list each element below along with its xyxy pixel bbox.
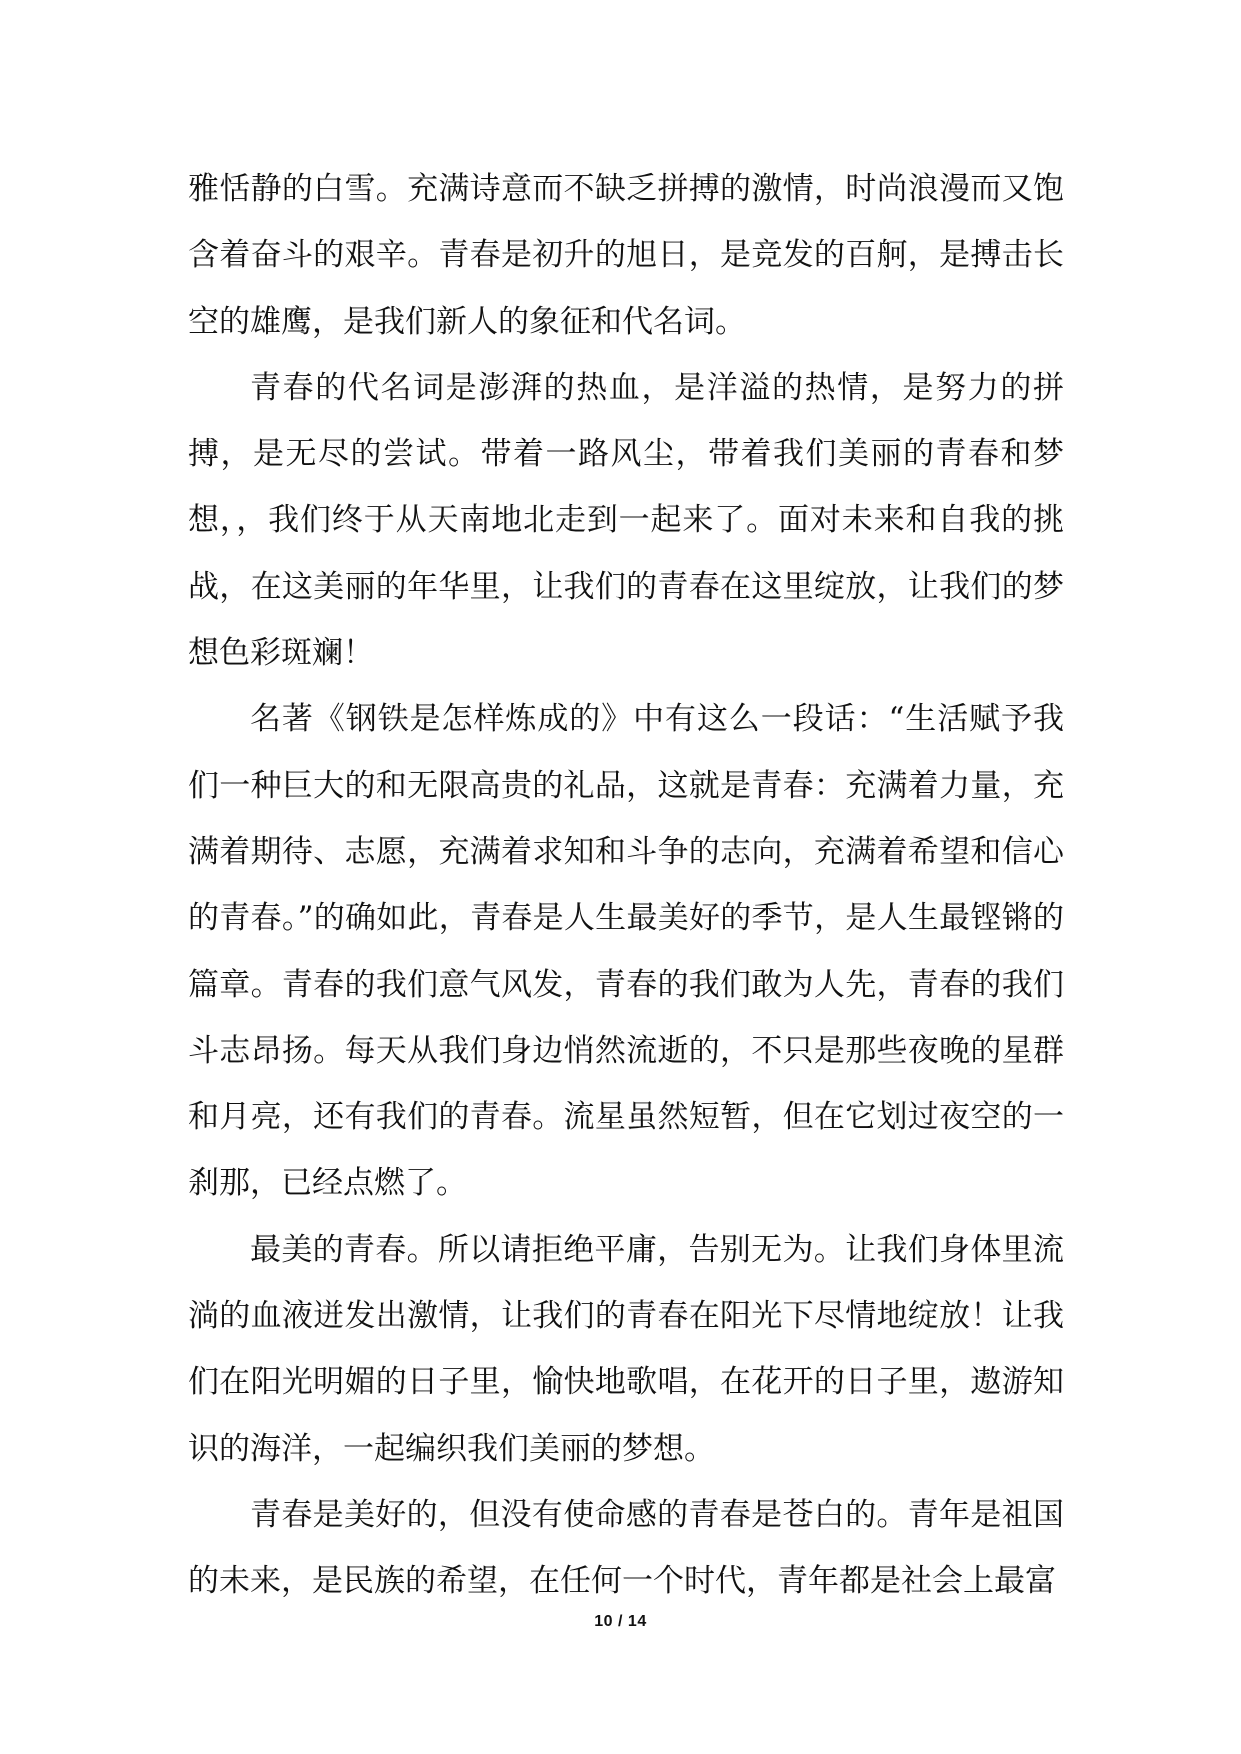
page-number: 10 / 14 — [594, 1613, 647, 1630]
paragraph-2: 青春的代名词是澎湃的热血，是洋溢的热情，是努力的拼搏，是无尽的尝试。带着一路风尘，带着我们美丽的青春和梦想，，我们终于从天南地北走到一起来了。面对未来和自我的挑战，在这美丽的年华里，让我们的青春在这里绽放，让我们的梦想色彩斑斓！ — [188, 369, 1064, 672]
paragraph-4: 最美的青春。所以请拒绝平庸，告别无为。让我们身体里流淌的血液迸发出激情，让我们的青春在阳光下尽情地绽放！让我们在阳光明媚的日子里，愉快地歌唱，在花开的日子里，遨游知识的海洋，一起编织我们美丽的梦想。 — [188, 1231, 1064, 1467]
paragraph-5: 青春是美好的，但没有使命感的青春是苍白的。青年是祖国的未来，是民族的希望，在任何一个时代，青年都是社会上最富 — [188, 1496, 1064, 1600]
paragraph-3: 名著《钢铁是怎样炼成的》中有这么一段话：“生活赋予我们一种巨大的和无限高贵的礼品，这就是青春：充满着力量，充满着期待、志愿，充满着求知和斗争的志向，充满着希望和信心的青春。”的确如此，青春是人生最美好的季节，是人生最铿锵的篇章。青春的我们意气风发，青春的我们敢为人先，青春的我们斗志昂扬。每天从我们身边悄然流逝的，不只是那些夜晚的星群和月亮，还有我们的青春。流星虽然短暂，但在它划过夜空的一刹那，已经点燃了。 — [188, 701, 1064, 1202]
paragraph-1: 雅恬静的白雪。充满诗意而不缺乏拼搏的激情，时尚浪漫而又饱含着奋斗的艰辛。青春是初升的旭日，是竞发的百舸，是搏击长空的雄鹰，是我们新人的象征和代名词。 — [188, 171, 1064, 340]
document-body — [188, 156, 1064, 1615]
